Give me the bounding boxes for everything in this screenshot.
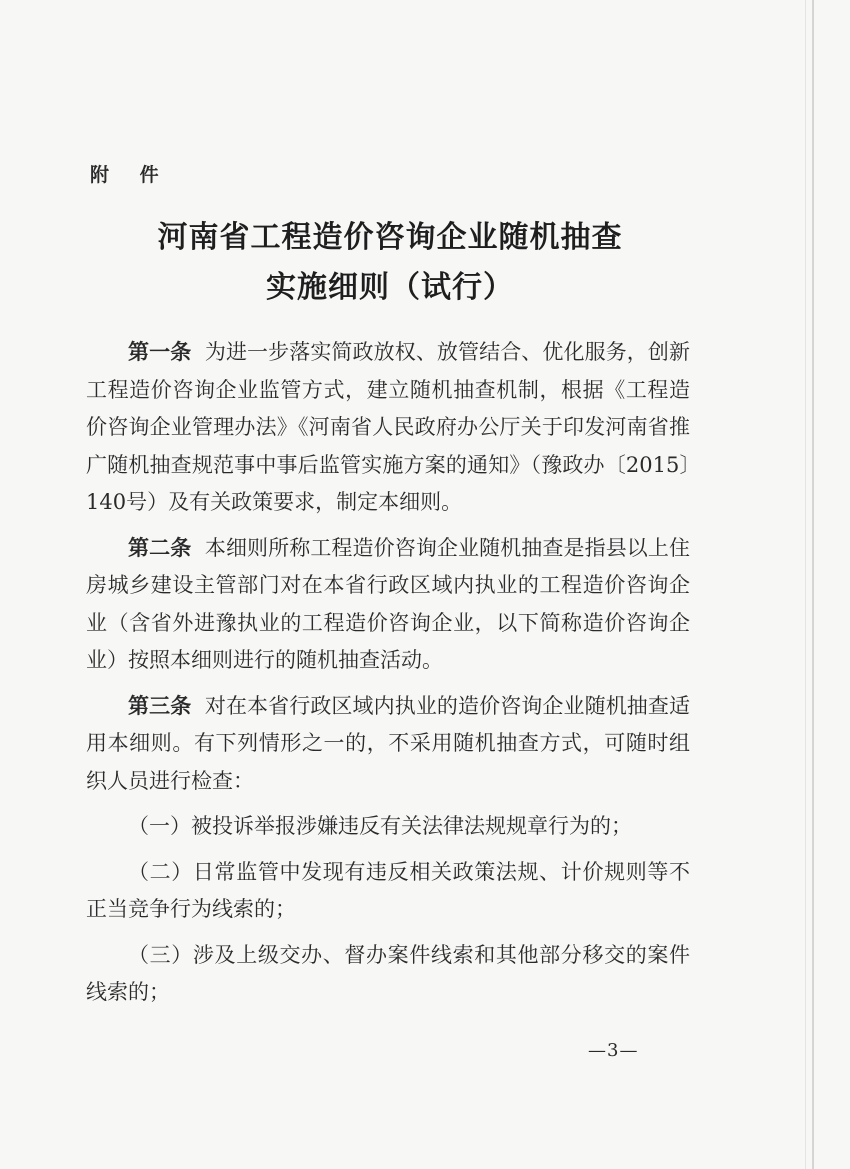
article-3 [86,688,690,801]
article-2 [86,530,690,680]
article-heading: 第二条 [128,535,192,560]
document-body [86,334,690,1012]
article-text: 对在本省行政区域内执业的造价咨询企业随机抽查适用本细则。有下列情形之一的，不采用随机抽查方式，可随时组织人员进行检查： [86,693,690,793]
article-heading: 第三条 [128,693,192,718]
attachment-label: 附 件 [90,164,171,186]
article-text: 为进一步落实简政放权、放管结合、优化服务，创新工程造价咨询企业监管方式，建立随机抽查机制，根据《工程造价咨询企业管理办法》《河南省人民政府办公厅关于印发河南省推广随机抽查规范事中事后监管实施方案的通知》（豫政办〔2015〕140号）及有关政策要求，制定本细则。 [86,340,690,514]
scan-edge-line-secondary [805,0,806,1169]
document-title-line-1: 河南省工程造价咨询企业随机抽查 [157,220,623,255]
scan-edge-line [812,0,814,1169]
list-item-1: （一）被投诉举报涉嫌违反有关法律法规规章行为的； [128,814,632,838]
article-heading: 第一条 [128,340,192,364]
article-text: 本细则所称工程造价咨询企业随机抽查是指县以上住房城乡建设主管部门对在本省行政区域内执业的工程造价咨询企业（含省外进豫执业的工程造价咨询企业，以下简称造价咨询企业）按照本细则进行的随机抽查活动。 [86,535,690,672]
list-item-2: （二）日常监管中发现有违反相关政策法规、计价规则等不正当竞争行为线索的； [86,859,690,921]
list-item-3: （三）涉及上级交办、督办案件线索和其他部分移交的案件线索的； [86,942,690,1004]
page-number: —3— [588,1040,639,1061]
document-title-line-2: 实施细则（试行） [266,270,514,305]
article-1 [86,334,690,522]
